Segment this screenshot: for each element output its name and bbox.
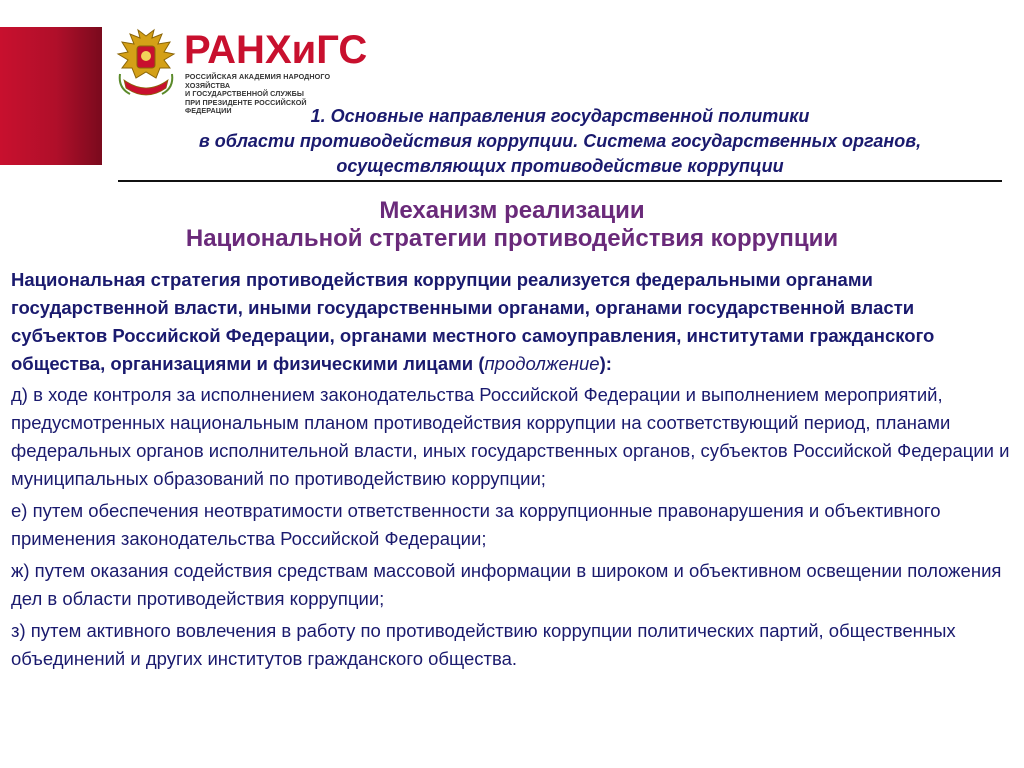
intro-paragraph bbox=[11, 266, 1013, 378]
section-title bbox=[0, 197, 1024, 253]
page-title-line: в области противодействия коррупции. Система государственных органов, bbox=[198, 131, 922, 151]
list-item: ж) путем оказания содействия средствам массовой информации в широком и объективном освещении положения дел в области противодействия коррупции; bbox=[11, 560, 1002, 609]
paren-close: ): bbox=[599, 353, 612, 374]
intro-text: Национальная стратегия противодействия коррупции реализуется федеральными органами государственной власти, иными государственными органами, органами государственной власти субъектов Российской Федерации, органами местного самоуправления, институтами гражданского общества, организациями и физическими лицами bbox=[11, 269, 935, 374]
header-divider bbox=[118, 180, 1002, 182]
list-item: е) путем обеспечения неотвратимости ответственности за коррупционные правонарушения и объективного применения законодательства Российской Федерации; bbox=[11, 500, 941, 549]
logo-name: РАНХиГС bbox=[184, 28, 368, 72]
page-title bbox=[110, 104, 1010, 179]
section-title-line: Национальной стратегии противодействия коррупции bbox=[185, 225, 839, 252]
eagle-emblem-icon bbox=[116, 28, 176, 104]
page-title-line: осуществляющих противодействие коррупции bbox=[336, 156, 784, 176]
list-item: д) в ходе контроля за исполнением законодательства Российской Федерации и выполнением мероприятий, предусмотренных национальным планом противодействия коррупции на соответствующий период, планами федеральных органов исполнительной власти, иных государственных органов, субъектов Российской Федерации и муниципальных образований по противодействию коррупции; bbox=[11, 384, 1010, 489]
decorative-red-block bbox=[0, 27, 102, 165]
list-item: з) путем активного вовлечения в работу по противодействию коррупции политических партий, общественных объединений и других институтов гражданского общества. bbox=[11, 620, 956, 669]
paren-open: ( bbox=[478, 353, 485, 374]
continuation-word: продолжение bbox=[484, 353, 600, 374]
logo-subtitle-line: ПРИ ПРЕЗИДЕНТЕ РОССИЙСКОЙ ФЕДЕРАЦИИ bbox=[185, 97, 307, 116]
content-body bbox=[11, 266, 1013, 677]
page-title-line: 1. Основные направления государственной политики bbox=[310, 106, 810, 126]
logo-subtitle-line: И ГОСУДАРСТВЕННОЙ СЛУЖБЫ bbox=[185, 89, 305, 99]
logo-subtitle-line: РОССИЙСКАЯ АКАДЕМИЯ НАРОДНОГО ХОЗЯЙСТВА bbox=[185, 72, 331, 90]
section-title-line: Механизм реализации bbox=[379, 197, 645, 224]
